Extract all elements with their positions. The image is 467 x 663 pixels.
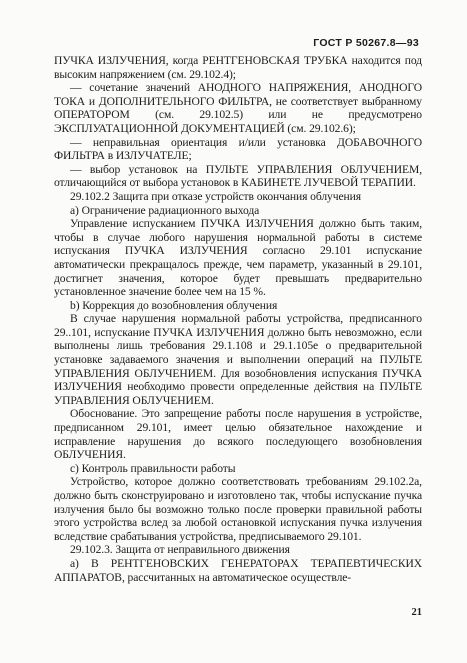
document-header: ГОСТ Р 50267.8—93 xyxy=(313,37,419,49)
paragraph: — неправильная ориентация и/или установка ДОБАВОЧНОГО ФИЛЬТРА в ИЗЛУЧАТЕЛЕ; xyxy=(54,135,422,163)
paragraph: Управление испусканием ПУЧКА ИЗЛУЧЕНИЯ должно быть таким, чтобы в случае любого нарушения нормальной работы в системе испускания ПУЧКА ИЗЛУЧЕНИЯ согласно 29.101 испускание автоматически прекращалось прежде, чем параметр, указанный в 29.101, достигнет значения, которое будет превышать предварительно установленное значение более чем на 15 %. xyxy=(54,217,422,299)
paragraph: — выбор установок на ПУЛЬТЕ УПРАВЛЕНИЯ ОБЛУЧЕНИЕМ, отличающийся от выбора установок в КАБИНЕТЕ ЛУЧЕВОЙ ТЕРАПИИ. xyxy=(54,162,422,190)
page-number: 21 xyxy=(411,607,422,618)
section-heading: 29.102.2 Защита при отказе устройств окончания облучения xyxy=(70,189,361,203)
paragraph: — сочетание значений АНОДНОГО НАПРЯЖЕНИЯ, АНОДНОГО ТОКА и ДОПОЛНИТЕЛЬНОГО ФИЛЬТРА, не соответствует выбранному ОПЕРАТОРОМ (см. 29.102.5) или не предусмотрено ЭКСПЛУАТАЦИОННОЙ ДОКУМЕНТАЦИЕЙ (см. 29.102.6); xyxy=(54,81,422,135)
paragraph: Устройство, которое должно соответствовать требованиям 29.102.2а, должно быть сконструировано и изготовлено так, чтобы испускание пучка излучения было бы возможно только после проверки правильной работы этого устройства вслед за любой остановкой испускания пучка излучения вследствие срабатывания устройства, предписываемого 29.101. xyxy=(54,475,422,543)
subsection-heading: b) Коррекция до возобновления облучения xyxy=(70,298,278,312)
subsection-heading: а) Ограничение радиационного выхода xyxy=(70,203,260,217)
paragraph: а) В РЕНТГЕНОВСКИХ ГЕНЕРАТОРАХ ТЕРАПЕВТИЧЕСКИХ АППАРАТОВ, рассчитанных на автоматическое осуществле- xyxy=(54,556,422,584)
document-body xyxy=(54,54,422,584)
rationale-paragraph: Обоснование. Это запрещение работы после нарушения в устройстве, предписанном 29.101, имеет целью обязательное нахождение и исправление нарушения до всякого последующего возобновления ОБЛУЧЕНИЯ. xyxy=(54,407,422,462)
paragraph: ПУЧКА ИЗЛУЧЕНИЯ, когда РЕНТГЕНОВСКАЯ ТРУБКА находится под высоким напряжением (см. 29.102.4); xyxy=(54,54,422,81)
section-heading: 29.102.3. Защита от неправильного движения xyxy=(70,543,290,557)
paragraph: В случае нарушения нормальной работы устройства, предписанного 29..101, испускание ПУЧКА ИЗЛУЧЕНИЯ должно быть невозможно, если выполнены лишь требования 29.1.108 и 29.1.105е о предварительной установке задаваемого значения и выполнении операций на ПУЛЬТЕ УПРАВЛЕНИЯ ОБЛУЧЕНИЕМ. Для возобновления испускания ПУЧКА ИЗЛУЧЕНИЯ необходимо провести определенные действия на ПУЛЬТЕ УПРАВЛЕНИЯ ОБЛУЧЕНИЕМ. xyxy=(54,312,422,407)
subsection-heading: с) Контроль правильности работы xyxy=(70,461,236,475)
